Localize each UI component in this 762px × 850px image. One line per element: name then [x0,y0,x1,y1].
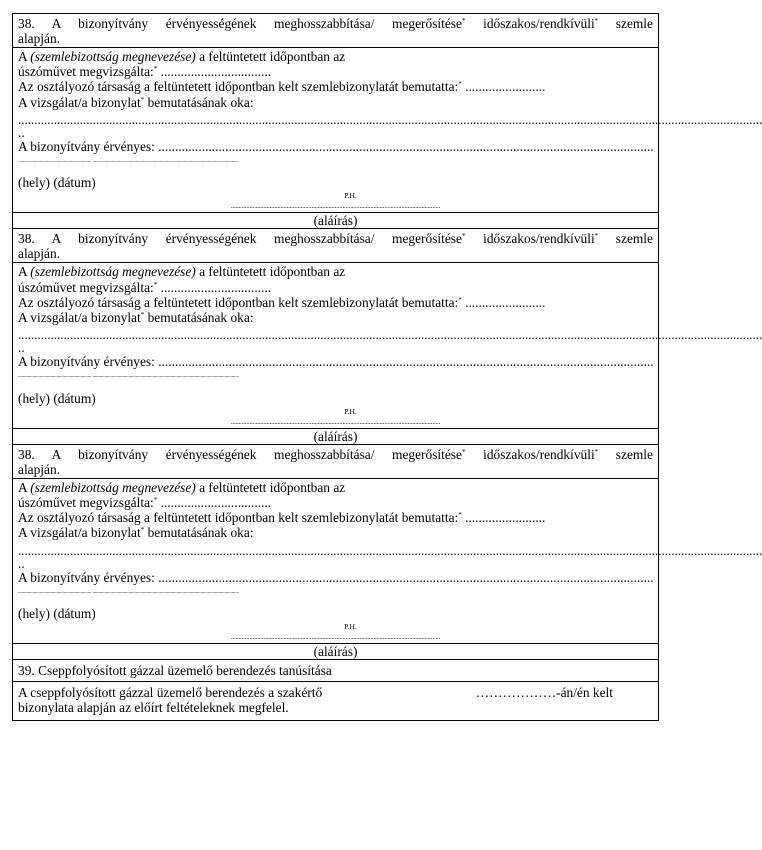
section-39-line2: bizonylata alapján az előírt feltételeknek megfelel. [18,700,289,716]
class-society-line: Az osztályozó társaság a feltüntetett időpontban kelt szemlebizonylatát bemutatta:* ........................ [18,294,546,310]
footnote-mark: * [461,447,466,456]
validity-line: A bizonyítvány érvényes: .................................................................................................................................................... [18,569,654,585]
section-header [13,14,658,48]
header-line2: alapján. [18,461,61,477]
reason-field-end: .. [18,340,25,356]
reason-field: ..................................................................................................................................................................................................................................... [18,327,762,343]
certificate-form [12,13,762,721]
inspected-line: úszóművet megvizsgálta:* ................................. [18,64,272,80]
reason-field-end: .. [18,555,25,571]
footnote-mark: * [461,232,466,241]
section-39-line1 [18,685,653,700]
section-38-block [13,14,762,229]
place-date: (hely) (dátum) [18,606,96,622]
section-39-body [13,682,658,719]
validity-field-extra: ............................................................. .......................................................................................................................... [18,588,239,595]
header-line: 38. A bizonyítvány érvényességének meghosszabbítása/ megerősítése* időszakos/rendkívüli* szemle [18,16,653,31]
inspected-line: úszóművet megvizsgálta:* ................................. [18,279,272,295]
section-header [13,229,658,263]
place-date: (hely) (dátum) [18,175,96,191]
header-line2: alapján. [18,31,61,46]
section-39-block [13,660,658,719]
footnote-mark: * [594,17,599,25]
validity-field: .................................................................................................................................................... [158,569,654,585]
section-39-date-field: ………………-án/én kelt [475,685,613,701]
section-38-block [13,229,762,444]
footnote-mark: * [594,447,599,456]
validity-line: A bizonyítvány érvényes: .................................................................................................................................................... [18,138,654,154]
header-line: 38. A bizonyítvány érvényességének meghosszabbítása/ megerősítése* időszakos/rendkívüli* szemle [18,446,653,462]
reason-field-end: .. [18,124,25,140]
footnote-mark: * [461,17,466,25]
validity-field: .................................................................................................................................................... [158,354,654,370]
class-society-field: ........................ [461,510,546,526]
reason-line: A vizsgálat/a bizonylat* bemutatásának oka: [18,310,254,326]
class-society-line: Az osztályozó társaság a feltüntetett időpontban kelt szemlebizonylatát bemutatta:* ........................ [18,510,546,526]
signature-label: (aláírás) [13,429,658,445]
committee-line: A (szemlebizottság megnevezése) a feltüntetett időpontban az [18,479,346,495]
reason-line: A vizsgálat/a bizonylat* bemutatásának oka: [18,94,254,110]
place-date: (hely) (dátum) [18,390,96,406]
stamp-placeholder: P.H. [344,406,357,416]
section-38-block [13,445,762,660]
signature-label: (aláírás) [13,644,658,660]
header-line2: alapján. [18,246,61,262]
inspected-line: úszóművet megvizsgálta:* ................................. [18,495,272,511]
committee-line: A (szemlebizottság megnevezése) a feltüntetett időpontban az [18,264,346,280]
committee-name-placeholder: (szemlebizottság megnevezése) [30,264,196,280]
inspected-field: ................................. [157,495,272,511]
inspected-field: ................................. [157,64,272,80]
section-body [13,479,762,644]
section-body [13,263,762,428]
committee-name-placeholder: (szemlebizottság megnevezése) [30,479,196,495]
signature-field: ....................................................................................................................................... [230,202,441,211]
validity-line: A bizonyítvány érvényes: .................................................................................................................................................... [18,354,654,370]
section-body [13,48,762,213]
signature-field: ....................................................................................................................................... [230,417,441,426]
class-society-field: ........................ [461,79,546,95]
section-39-title: 39. Cseppfolyósított gázzal üzemelő berendezés tanúsítása [18,663,332,679]
reason-line: A vizsgálat/a bizonylat* bemutatásának oka: [18,525,254,541]
class-society-line: Az osztályozó társaság a feltüntetett időpontban kelt szemlebizonylatát bemutatta:* ........................ [18,79,546,95]
signature-field: ....................................................................................................................................... [230,633,441,642]
section-header [13,445,658,479]
reason-field: ..................................................................................................................................................................................................................................... [18,111,762,127]
validity-field: .................................................................................................................................................... [158,138,654,154]
committee-line: A (szemlebizottság megnevezése) a feltüntetett időpontban az [18,49,346,64]
validity-field-extra: ............................................................. .......................................................................................................................... [18,158,239,165]
reason-field: ..................................................................................................................................................................................................................................... [18,542,762,558]
section-39-header [13,660,658,682]
validity-field-extra: ............................................................. .......................................................................................................................... [18,373,239,380]
footnote-mark: * [594,232,599,241]
header-line: 38. A bizonyítvány érvényességének meghosszabbítása/ megerősítése* időszakos/rendkívüli* szemle [18,231,653,247]
stamp-placeholder: P.H. [344,191,357,201]
class-society-field: ........................ [461,294,546,310]
inspected-field: ................................. [157,279,272,295]
stamp-placeholder: P.H. [344,622,357,632]
section-39-text: A cseppfolyósított gázzal üzemelő berendezés a szakértő [18,685,323,701]
signature-label: (aláírás) [13,213,658,229]
committee-name-placeholder: (szemlebizottság megnevezése) [30,49,196,64]
